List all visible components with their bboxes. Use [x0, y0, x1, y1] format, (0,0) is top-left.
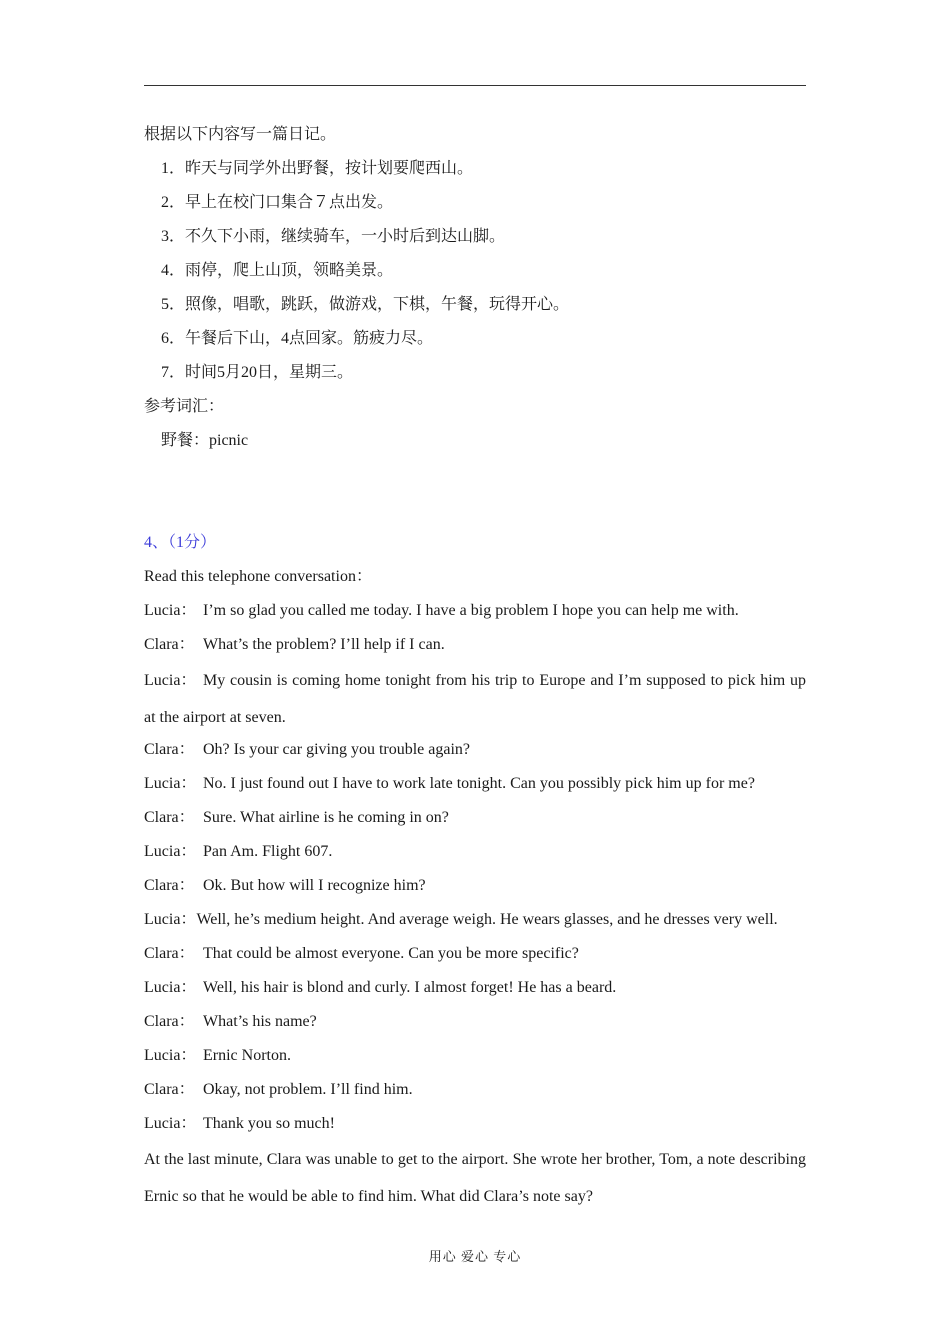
dialogue-text: Ok. But how will I recognize him? [203, 877, 426, 894]
speaker-name: Lucia： [144, 672, 197, 689]
dialogue-line [144, 662, 806, 736]
dialogue-text: Pan Am. Flight 607. [203, 843, 333, 860]
spacer [144, 492, 806, 526]
dialogue-text: Well, his hair is blond and curly. I almost forget! He has a beard. [203, 979, 617, 996]
dialogue-line [144, 767, 806, 801]
speaker-name: Lucia： [144, 775, 197, 792]
dialogue-text: No. I just found out I have to work late tonight. Can you possibly pick him up for me? [203, 775, 755, 792]
speaker-name: Clara： [144, 741, 195, 758]
document-body [144, 118, 806, 1215]
page-footer: 用心 爱心 专心 [428, 1249, 522, 1264]
dialogue-line [144, 1073, 806, 1107]
dialogue-text: What’s his name? [203, 1013, 317, 1030]
dialogue-line [144, 1039, 806, 1073]
speaker-name: Lucia： [144, 979, 197, 996]
dialogue-text: My cousin is coming home tonight from his trip to Europe and I’m supposed to pick him up at the airport at seven. [144, 672, 806, 726]
dialogue-line [144, 903, 806, 937]
dialogue-text: I’m so glad you called me today. I have a big problem I hope you can help me with. [203, 602, 739, 619]
dialogue-text: What’s the problem? I’ll help if I can. [203, 636, 445, 653]
dialogue-line [144, 628, 806, 662]
vocab-item: 野餐：picnic [161, 432, 249, 449]
closing-question: At the last minute, Clara was unable to get to the airport. She wrote her brother, Tom, a note describing Ernic so that he would be able to find him. What did Clara’s note say? [144, 1151, 806, 1205]
section-title: 4、（1分） [144, 534, 217, 551]
speaker-name: Lucia： [144, 602, 197, 619]
dialogue-line [144, 733, 806, 767]
speaker-name: Clara： [144, 877, 195, 894]
speaker-name: Clara： [144, 1081, 195, 1098]
header-rule [144, 85, 806, 86]
dialogue-text: That could be almost everyone. Can you be more specific? [203, 945, 579, 962]
dialogue-line [144, 835, 806, 869]
speaker-name: Lucia： [144, 1115, 197, 1132]
dialogue-line [144, 801, 806, 835]
dialogue-text: Okay, not problem. I’ll find him. [203, 1081, 413, 1098]
spacer [144, 458, 806, 492]
conversation-intro: Read this telephone conversation： [144, 568, 372, 585]
dialogue-line [144, 594, 806, 628]
speaker-name: Lucia： [144, 911, 197, 928]
dialogue-line [144, 869, 806, 903]
speaker-name: Lucia： [144, 843, 197, 860]
speaker-name: Clara： [144, 945, 195, 962]
point-4: 4．雨停，爬上山顶，领略美景。 [161, 262, 394, 279]
point-3: 3．不久下小雨，继续骑车，一小时后到达山脚。 [161, 228, 506, 245]
dialogue-text: Sure. What airline is he coming in on? [203, 809, 449, 826]
speaker-name: Clara： [144, 809, 195, 826]
point-2: 2．早上在校门口集合７点出发。 [161, 194, 394, 211]
point-5: 5．照像，唱歌，跳跃，做游戏，下棋，午餐，玩得开心。 [161, 296, 570, 313]
point-1: 1．昨天与同学外出野餐，按计划要爬西山。 [161, 160, 474, 177]
dialogue-line [144, 937, 806, 971]
dialogue-text: Well, he’s medium height. And average weigh. He wears glasses, and he dresses very well. [196, 911, 778, 928]
dialogue-text: Oh? Is your car giving you trouble again? [203, 741, 471, 758]
dialogue-text: Ernic Norton. [203, 1047, 291, 1064]
speaker-name: Clara： [144, 1013, 195, 1030]
dialogue-line [144, 1107, 806, 1141]
point-7: 7．时间5月20日，星期三。 [161, 364, 354, 381]
dialogue-line [144, 1005, 806, 1039]
speaker-name: Lucia： [144, 1047, 197, 1064]
dialogue-text: Thank you so much! [203, 1115, 335, 1132]
dialogue-line [144, 971, 806, 1005]
point-6: 6．午餐后下山，4点回家。筋疲力尽。 [161, 330, 434, 347]
vocab-heading: 参考词汇： [144, 398, 225, 415]
speaker-name: Clara： [144, 636, 195, 653]
task-instruction: 根据以下内容写一篇日记。 [144, 126, 337, 143]
